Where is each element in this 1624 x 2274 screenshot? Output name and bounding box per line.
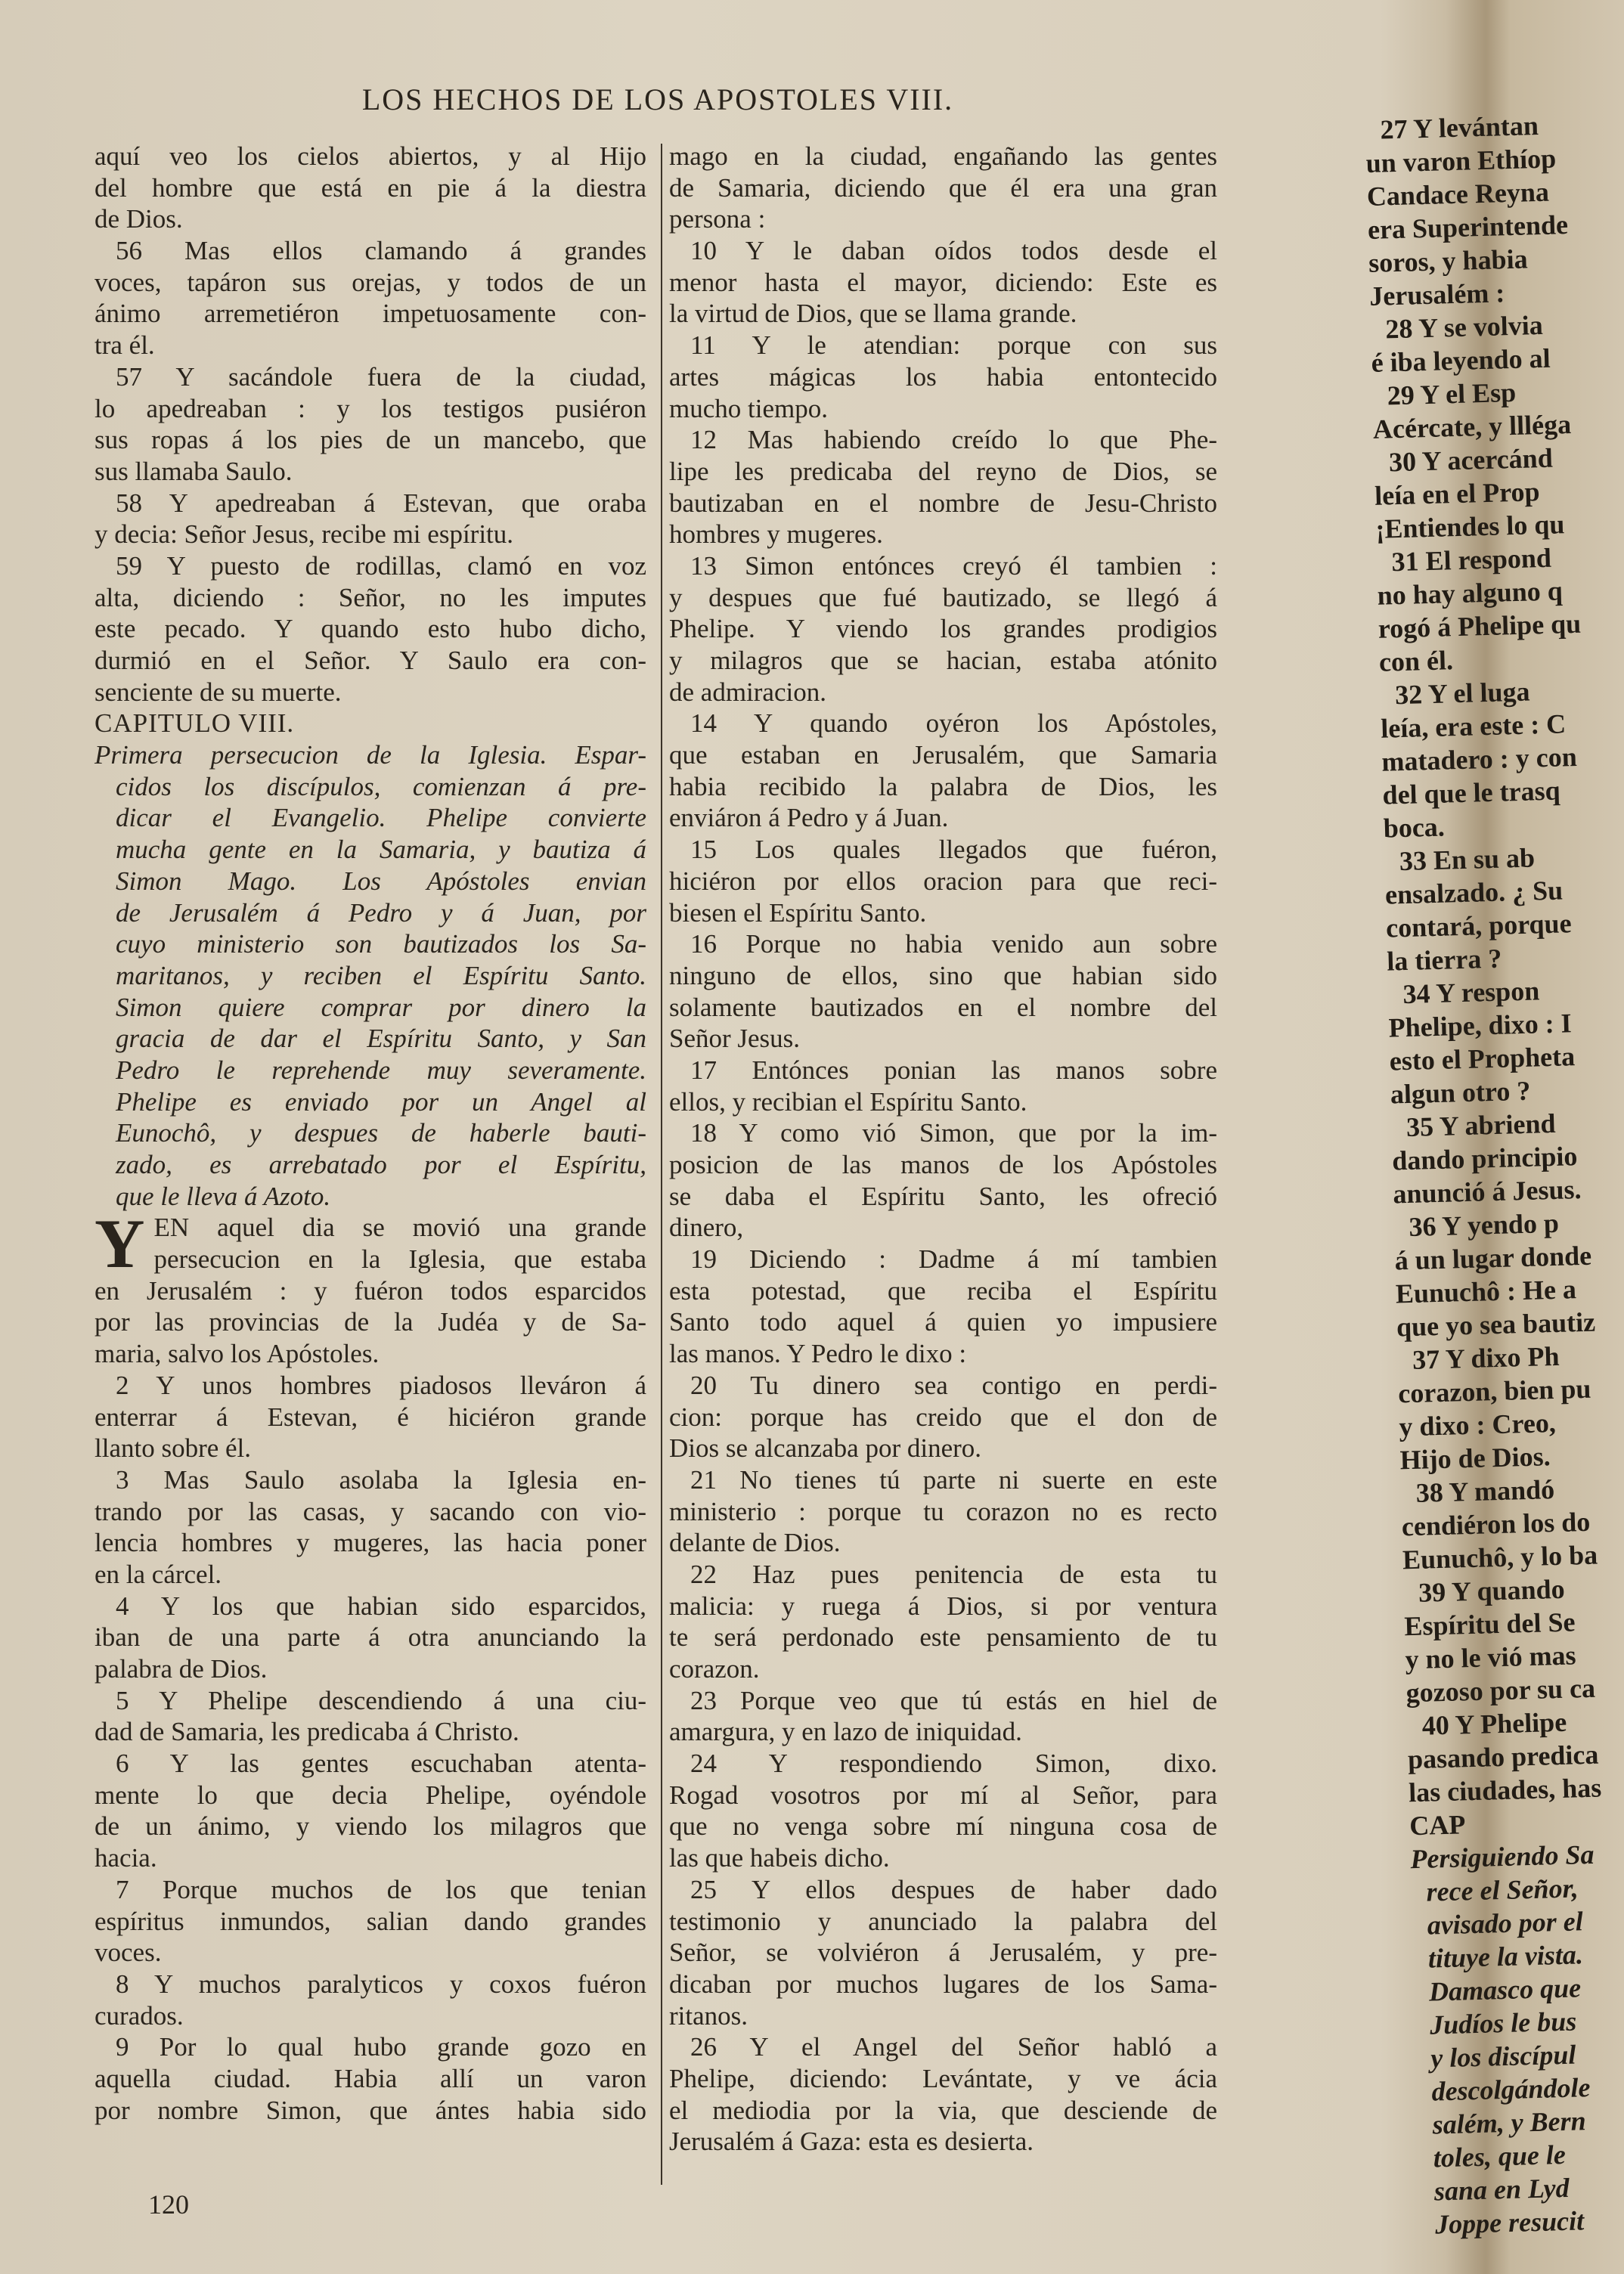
text-line: 15 Los quales llegados que fuéron, <box>690 835 1217 865</box>
text-line: lo apedreaban : y los testigos pusiéron <box>95 393 646 423</box>
left-text-column <box>95 141 646 2126</box>
paragraph <box>669 235 1217 330</box>
paragraph <box>95 1205 646 1369</box>
text-line: cion: porque has creido que el don de <box>669 1402 1217 1432</box>
text-line: y dixo : Creo, <box>1398 1407 1557 1442</box>
text-line: 7 Porque muchos de los que tenian <box>116 1874 646 1904</box>
text-line: Judíos le bus <box>1429 2006 1577 2040</box>
text-line: te será perdonado este pensamiento de tu <box>669 1622 1217 1653</box>
text-line: leía en el Prop <box>1374 476 1541 511</box>
paragraph <box>669 1055 1217 1117</box>
text-line: Phelipe es enviado por un Angel al <box>116 1086 646 1117</box>
text-line: tituye la vista. <box>1427 1939 1584 1974</box>
text-line: mente lo que decia Phelipe, oyéndole <box>95 1780 646 1810</box>
text-line: Phelipe, dixo : I <box>1388 1008 1573 1043</box>
text-line: Acércate, y llléga <box>1372 408 1572 445</box>
text-line: 31 El respond <box>1391 542 1552 578</box>
text-line: voces. <box>95 1938 162 1968</box>
paragraph <box>669 330 1217 424</box>
right-text-column <box>669 141 1217 2158</box>
text-line: 57 Y sacándole fuera de la ciudad, <box>116 361 646 392</box>
text-line: Eunuchô, y lo ba <box>1402 1539 1598 1575</box>
text-line: de Samaria, diciendo que él era una gran <box>669 172 1217 203</box>
text-line: Espíritu del Se <box>1403 1606 1576 1642</box>
text-line: ellos, y recibian el Espíritu Santo. <box>669 1086 1027 1117</box>
text-line: maria, salvo los Apóstoles. <box>95 1339 380 1369</box>
text-line: persecucion en la Iglesia, que estaba <box>153 1244 646 1275</box>
text-line: enterrar á Estevan, é hiciéron grande <box>95 1402 646 1432</box>
text-line: Simon quiere comprar por dinero la <box>116 992 646 1022</box>
text-line: posicion de las manos de los Apóstoles <box>669 1150 1217 1179</box>
paragraph <box>95 1685 646 1748</box>
text-line: 19 Diciendo : Dadme á mí tambien <box>690 1244 1217 1275</box>
text-line: 5 Y Phelipe descendiendo á una ciu- <box>116 1685 646 1715</box>
text-line: dicaban por muchos lugares de los Sama- <box>669 1969 1217 1999</box>
text-line: ensalzado. ¿ Su <box>1384 875 1564 910</box>
text-line: Pedro le reprehende muy severamente. <box>116 1055 646 1085</box>
text-line: Eunochô, y despues de haberle bauti- <box>116 1118 646 1148</box>
text-line: aquella ciudad. Habia allí un varon <box>95 2063 646 2093</box>
page-number: 120 <box>148 2189 189 2220</box>
text-line: se daba el Espíritu Santo, les ofreció <box>669 1181 1217 1211</box>
text-line: este pecado. Y quando esto hubo dicho, <box>95 614 646 644</box>
text-line: dinero, <box>669 1213 744 1243</box>
text-line: CAPITULO VIII. <box>95 708 295 739</box>
text-line: por las provincias de la Judéa y de Sa- <box>95 1307 646 1337</box>
text-line: 34 Y respon <box>1402 975 1540 1010</box>
paragraph <box>95 1370 646 1464</box>
text-line: Rogad vosotros por mí al Señor, para <box>669 1780 1217 1810</box>
text-line: 13 Simon entónces creyó él tambien : <box>690 550 1217 581</box>
text-line: Primera persecucion de la Iglesia. Espar- <box>95 740 646 770</box>
text-line: 9 Por lo qual hubo grande gozo en <box>116 2032 646 2062</box>
paragraph <box>669 1370 1217 1464</box>
text-line: 18 Y como vió Simon, que por la im- <box>690 1118 1217 1148</box>
text-line: descolgándole <box>1431 2072 1591 2107</box>
paragraph <box>95 2031 646 2126</box>
text-line: con él. <box>1378 645 1454 677</box>
text-line: enviáron á Pedro y á Juan. <box>669 803 949 833</box>
text-line: tra él. <box>95 330 155 361</box>
text-line: llanto sobre él. <box>95 1433 252 1464</box>
paragraph <box>669 1748 1217 1874</box>
text-line: alta, diciendo : Señor, no les imputes <box>95 582 646 612</box>
text-line: cendiéron los do <box>1401 1506 1591 1542</box>
text-line: solamente bautizados en el nombre del <box>669 992 1217 1022</box>
text-line: 35 Y abriend <box>1406 1108 1556 1143</box>
text-line: Phelipe, diciendo: Levántate, y ve ácia <box>669 2063 1217 2093</box>
text-line: biesen el Espíritu Santo. <box>669 897 927 928</box>
text-line: 33 En su ab <box>1399 842 1536 877</box>
text-line: hombres y mugeres. <box>669 519 883 550</box>
text-line: boca. <box>1383 811 1446 844</box>
text-line: un varon Ethíop <box>1365 143 1557 178</box>
text-line: hacia. <box>95 1843 157 1873</box>
paragraph <box>669 1874 1217 2031</box>
text-line: 6 Y las gentes escuchaban atenta- <box>116 1749 646 1779</box>
text-line: cuyo ministerio son bautizados los Sa- <box>116 929 646 959</box>
text-line: 16 Porque no habia venido aun sobre <box>690 929 1217 959</box>
text-line: esta potestad, que reciba el Espíritu <box>669 1275 1217 1306</box>
text-line: Jerusalém : <box>1368 277 1505 311</box>
text-line: Señor Jesus. <box>669 1024 801 1054</box>
text-line: bautizaban en el nombre de Jesu-Christo <box>669 488 1217 518</box>
text-line: mucha gente en la Samaria, y bautiza á <box>116 835 646 865</box>
text-line: gozoso por su ca <box>1406 1672 1596 1709</box>
paragraph <box>669 1685 1217 1748</box>
text-line: toles, que le <box>1433 2139 1567 2173</box>
text-line: 27 Y levántan <box>1380 110 1539 145</box>
text-line: 56 Mas ellos clamando á grandes <box>116 236 646 266</box>
text-line: mucho tiempo. <box>669 393 828 423</box>
paragraph <box>669 708 1217 834</box>
text-line: no hay alguno q <box>1377 575 1564 611</box>
text-line: la tierra ? <box>1386 943 1502 977</box>
text-line: CAP <box>1409 1809 1466 1842</box>
text-line: corazon. <box>669 1654 760 1684</box>
text-line: 2 Y unos hombres piadosos lleváron á <box>116 1370 646 1400</box>
text-line: sus llamaba Saulo. <box>95 456 293 486</box>
text-line: Hijo de Dios. <box>1399 1441 1551 1476</box>
text-line: 28 Y se volvia <box>1384 309 1544 345</box>
text-line: del hombre que está en pie á la diestra <box>95 172 646 203</box>
paragraph <box>669 2031 1217 2158</box>
text-line: 36 Y yendo p <box>1409 1207 1560 1242</box>
paragraph <box>95 488 646 550</box>
text-line: soros, y habia <box>1368 243 1529 278</box>
text-line: 24 Y respondiendo Simon, dixo. <box>690 1749 1217 1779</box>
text-line: trando por las casas, y sacando con vio- <box>95 1496 646 1526</box>
text-line: del que le trasq <box>1382 775 1561 810</box>
text-line: Eunuchô : He a <box>1395 1274 1577 1309</box>
text-line: que estaban en Jerusalém, que Samaria <box>669 740 1217 770</box>
text-line: 12 Mas habiendo creído lo que Phe- <box>690 425 1217 455</box>
text-line: mago en la ciudad, engañando las gentes <box>669 141 1217 171</box>
text-line: y milagros que se hacian, estaba atónito <box>669 646 1217 675</box>
text-line: Joppe resucit <box>1434 2205 1585 2240</box>
text-line: y decia: Señor Jesus, recibe mi espíritu. <box>95 519 514 550</box>
text-line: aquí veo los cielos abiertos, y al Hijo <box>95 141 646 171</box>
text-line: durmió en el Señor. Y Saulo era con- <box>95 646 646 675</box>
text-line: 40 Y Phelipe <box>1421 1706 1567 1741</box>
column-divider <box>661 144 662 2185</box>
text-line: lipe les predicaba del reyno de Dios, se <box>669 456 1217 486</box>
paragraph <box>669 1464 1217 1559</box>
text-line: 26 Y el Angel del Señor habló a <box>690 2032 1217 2062</box>
text-line: de Dios. <box>95 204 183 234</box>
paragraph <box>669 550 1217 708</box>
text-line: Señor, se volviéron á Jerusalém, y pre- <box>669 1938 1217 1968</box>
running-header: LOS HECHOS DE LOS APOSTOLES VIII. <box>361 82 954 116</box>
text-line: gracia de dar el Espíritu Santo, y San <box>116 1024 646 1054</box>
text-line: Phelipe. Y viendo los grandes prodigios <box>669 614 1217 644</box>
text-line: avisado por el <box>1427 1906 1584 1941</box>
text-line: 32 Y el luga <box>1394 676 1530 711</box>
text-line: sus ropas á los pies de un mancebo, que <box>95 425 646 455</box>
text-line: rogó á Phelipe qu <box>1378 608 1582 644</box>
text-line: hiciéron por ellos oracion para que reci- <box>669 866 1217 896</box>
text-line: y los discípul <box>1430 2039 1576 2074</box>
text-line: Persiguiendo Sa <box>1409 1839 1595 1875</box>
paragraph <box>669 1117 1217 1244</box>
paragraph <box>95 550 646 708</box>
text-line: y no le vió mas <box>1405 1640 1577 1675</box>
text-line: menor hasta el mayor, diciendo: Este es <box>669 267 1217 297</box>
text-line: 58 Y apedreaban á Estevan, que oraba <box>116 488 646 518</box>
text-line: palabra de Dios. <box>95 1654 268 1684</box>
text-line: salém, y Bern <box>1432 2105 1587 2140</box>
chapter-heading <box>95 708 646 739</box>
text-line: artes mágicas los habia entontecido <box>669 361 1217 392</box>
text-line: Dios se alcanzaba por dinero. <box>669 1433 982 1464</box>
text-line: matadero : y con <box>1381 741 1578 777</box>
text-line: ánimo arremetiéron impetuosamente con- <box>95 299 646 329</box>
text-line: las ciudades, has <box>1408 1772 1602 1808</box>
paragraph <box>95 1969 646 2031</box>
text-line: pasando predica <box>1407 1739 1599 1775</box>
text-line: dicar el Evangelio. Phelipe convierte <box>116 803 646 833</box>
text-line: de admiracion. <box>669 677 826 707</box>
text-line: ministerio : porque tu corazon no es recto <box>669 1496 1217 1526</box>
text-line: maritanos, y reciben el Espíritu Santo. <box>116 960 646 990</box>
text-line: Jerusalém á Gaza: esta es desierta. <box>669 2127 1034 2157</box>
text-line: 22 Haz pues penitencia de esta tu <box>690 1559 1217 1589</box>
text-line: ritanos. <box>669 2000 748 2031</box>
text-line: ninguno de ellos, sino que habian sido <box>669 960 1217 990</box>
paragraph <box>95 1748 646 1874</box>
text-line: 20 Tu dinero sea contigo en perdi- <box>690 1370 1217 1400</box>
paragraph <box>95 1464 646 1591</box>
text-line: persona : <box>669 204 766 234</box>
text-line: 3 Mas Saulo asolaba la Iglesia en- <box>116 1464 646 1495</box>
text-line: 39 Y quando <box>1418 1573 1566 1608</box>
text-line: testimonio y anunciado la palabra del <box>669 1906 1217 1936</box>
text-line: Santo todo aquel á quien yo impusiere <box>669 1307 1217 1337</box>
text-line: que no venga sobre mí ninguna cosa de <box>669 1811 1217 1842</box>
text-line: senciente de su muerte. <box>95 677 342 707</box>
text-line: esto el Propheta <box>1389 1041 1576 1077</box>
text-line: que le lleva á Azoto. <box>116 1181 331 1211</box>
text-line: 21 No tienes tú parte ni suerte en este <box>690 1464 1217 1495</box>
text-line: 38 Y mandó <box>1415 1474 1555 1508</box>
text-line: anunció á Jesus. <box>1392 1173 1582 1210</box>
text-line: malicia: y ruega á Dios, si por ventura <box>669 1591 1217 1621</box>
text-line: 29 Y el Esp <box>1387 376 1517 411</box>
text-line: las manos. Y Pedro le dixo : <box>669 1339 967 1369</box>
text-line: por nombre Simon, que ántes habia sido <box>95 2095 646 2125</box>
text-line: dando principio <box>1391 1141 1578 1176</box>
text-line: 30 Y acercánd <box>1388 442 1554 478</box>
paragraph <box>669 141 1217 235</box>
text-line: la virtud de Dios, que se llama grande. <box>669 299 1077 329</box>
text-line: 25 Y ellos despues de haber dado <box>690 1874 1217 1904</box>
paragraph <box>95 1874 646 1969</box>
paragraph <box>669 1244 1217 1370</box>
text-line: contará, porque <box>1385 908 1573 943</box>
text-line: de un ánimo, y viendo los milagros que <box>95 1811 646 1842</box>
text-line: las que habeis dicho. <box>669 1843 890 1873</box>
text-line: delante de Dios. <box>669 1528 841 1558</box>
text-line: zado, es arrebatado por el Espíritu, <box>116 1150 646 1179</box>
text-line: que yo sea bautiz <box>1396 1306 1596 1343</box>
text-line: lencia hombres y mugeres, las hacia poner <box>95 1528 646 1558</box>
text-line: cidos los discípulos, comienzan á pre- <box>116 771 646 801</box>
text-line: ¡Entiendes lo qu <box>1375 509 1565 544</box>
text-line: corazon, bien pu <box>1397 1373 1591 1409</box>
text-line: 10 Y le daban oídos todos desde el <box>690 236 1217 266</box>
text-line: de Jerusalém á Pedro y á Juan, por <box>116 897 646 928</box>
text-line: é iba leyendo al <box>1371 342 1551 378</box>
drop-cap-initial: Y <box>95 1205 145 1283</box>
paragraph <box>669 424 1217 550</box>
text-line: 4 Y los que habian sido esparcidos, <box>116 1591 646 1621</box>
paragraph <box>95 1591 646 1685</box>
text-line: voces, tapáron sus orejas, y todos de un <box>95 267 646 297</box>
text-line: en la cárcel. <box>95 1559 222 1589</box>
paragraph <box>669 1559 1217 1685</box>
text-line: 37 Y dixo Ph <box>1412 1340 1560 1375</box>
text-line: espíritus inmundos, salian dando grandes <box>95 1906 646 1936</box>
text-line: á un lugar donde <box>1394 1240 1592 1276</box>
text-line: amargura, y en lazo de iniquidad. <box>669 1717 1022 1747</box>
paragraph <box>95 141 646 235</box>
facing-page-fragment <box>1365 108 1618 2273</box>
text-line: iban de una parte á otra anunciando la <box>95 1622 646 1653</box>
text-line: leía, era este : C <box>1380 708 1567 744</box>
paragraph <box>669 834 1217 928</box>
text-line: habia recibido la palabra de Dios, les <box>669 771 1217 801</box>
text-line: EN aquel dia se movió una grande <box>153 1213 646 1243</box>
text-line: en Jerusalém : y fuéron todos esparcidos <box>95 1275 646 1306</box>
text-line: y despues que fué bautizado, se llegó á <box>669 582 1217 612</box>
text-line: 11 Y le atendian: porque con sus <box>690 330 1217 361</box>
text-line: dad de Samaria, les predicaba á Christo. <box>95 1717 519 1747</box>
text-line: 14 Y quando oyéron los Apóstoles, <box>690 708 1217 739</box>
text-line: algun otro ? <box>1390 1075 1531 1110</box>
text-line: curados. <box>95 2000 184 2031</box>
text-line: rece el Señor, <box>1426 1873 1579 1907</box>
text-line: 8 Y muchos paralyticos y coxos fuéron <box>116 1969 646 1999</box>
paragraph <box>669 928 1217 1055</box>
paragraph <box>95 235 646 361</box>
text-line: era Superintende <box>1367 209 1569 245</box>
text-line: Simon Mago. Los Apóstoles envian <box>116 866 646 896</box>
text-line: 23 Porque veo que tú estás en hiel de <box>690 1685 1217 1715</box>
chapter-summary <box>95 739 646 1212</box>
text-line: 59 Y puesto de rodillas, clamó en voz <box>116 550 646 581</box>
text-line: sana en Lyd <box>1433 2172 1570 2207</box>
paragraph <box>95 361 646 488</box>
text-line: 17 Entónces ponian las manos sobre <box>690 1055 1217 1085</box>
text-line: Candace Reyna <box>1366 176 1550 212</box>
text-line: Damasco que <box>1428 1972 1582 2007</box>
text-line: el mediodia por la via, que desciende de <box>669 2095 1217 2125</box>
